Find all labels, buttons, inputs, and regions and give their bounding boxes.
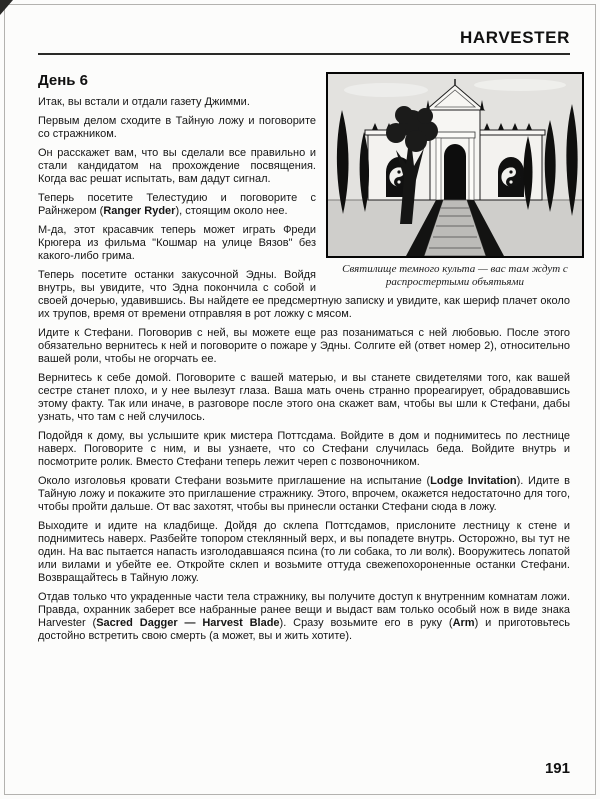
header-rule	[38, 53, 570, 55]
figure-caption: Святилище темного культа — вас там ждут с распростертыми объятьями	[342, 263, 568, 288]
text-run: Теперь посетите останки закусочной Эдны. Войдя внутрь, вы увидите, что Эдна покончила с собой и своей дочерью, удавившись. Вы найдете ее предсмертную записку и увидите, как шериф плачет около их трупов, время от времени отправляя в рот ложку с мясом.	[38, 269, 570, 320]
walkthrough-content	[38, 72, 570, 643]
paragraph	[38, 372, 570, 424]
text-run: Теперь посетите Телестудию и поговорите с Райнжером (	[38, 192, 316, 217]
bold-term: Ranger Ryder	[103, 205, 176, 217]
paragraph	[38, 475, 570, 514]
text-run: ) и приготовьтесь достойно встретить свою смерть (а может, вы и жить хотите).	[38, 617, 570, 642]
text-run: Он расскажет вам, что вы сделали все правильно и стали кандидатом на прохождение посвящения. Когда вас решат испытать, вам дадут сигнал.	[38, 147, 316, 185]
text-run: ). Сразу возьмите его в руку (	[279, 617, 453, 629]
bold-term: Sacred Dagger — Harvest Blade	[96, 617, 280, 629]
scan-artifact	[0, 0, 13, 15]
text-run: ), стоящим около нее.	[175, 205, 288, 217]
temple-figure	[326, 72, 584, 289]
page-number: 191	[544, 760, 570, 777]
text-run: Подойдя к дому, вы услышите крик мистера Поттсдама. Войдите в дом и поднимитесь по лестнице наверх. Поговорите с ним, и вы узнаете, что со Стефани случилась беда. Войдите внутрь и посмотрите ролик. Вместо Стефани теперь лежит череп с позвоночником.	[38, 430, 570, 468]
text-run: Идите к Стефани. Поговорив с ней, вы можете еще раз позаниматься с ней любовью. После этого обязательно вернитесь к ней и поговорите о пожаре у Эдны. Солгите ей (ответ номер 2), относительно вашей роли, чтобы не огорчать ее.	[38, 327, 570, 365]
text-run: Отдав только что украденные части тела стражнику, вы получите доступ к внутренним комнатам ложи. Правда, охранник заберет все набранные ранее вещи и выдаст вам только особый нож в виде знака Harvester (	[38, 591, 570, 629]
text-run: ). Идите в Тайную ложу и покажите это приглашение стражнику. Этого, впрочем, окажется недостаточно для того, чтобы пройти дальше. От вас захотят, чтобы вы принесли останки Стефани сюда в ложу.	[38, 475, 570, 513]
text-run: Около изголовья кровати Стефани возьмите приглашение на испытание (	[38, 475, 431, 487]
paragraph	[38, 327, 570, 366]
paragraph	[38, 520, 570, 585]
temple-illustration	[326, 72, 584, 258]
paragraph	[38, 591, 570, 643]
bold-term: Lodge Invitation	[430, 475, 517, 487]
text-run: Выходите и идите на кладбище. Дойдя до склепа Поттсдамов, прислоните лестницу к стене и поднимитесь наверх. Разбейте топором стеклянный верх, и вы попадете внутрь. Осторожно, вы тут не один. На вас пытается напасть изголодавшаяся псина (то ли собака, то ли волк). Вооружитесь лопатой или вилами и убейте ее. Откройте склеп и возьмите оттуда свежепохороненные останки Стефани. Возвращайтесь в Тайную ложу.	[38, 520, 570, 584]
paragraph	[38, 430, 570, 469]
text-run: Вернитесь к себе домой. Поговорите с вашей матерью, и вы станете свидетелями того, как вашей сестре станет плохо, и у нее вылезут глаза. Ваша мать очень странно прореагирует, обрадовавшись этому факту. Так или иначе, в разговоре после этого она скажет вам, чтобы вы шли к Стефани, дабы узнать, что там с ней случилось.	[38, 372, 570, 423]
text-run: Итак, вы встали и отдали газету Джимми.	[38, 96, 250, 108]
text-run: Первым делом сходите в Тайную ложу и поговорите со стражником.	[38, 115, 316, 140]
page-header	[38, 28, 570, 55]
text-run: М-да, этот красавчик теперь может играть Фреди Крюгера из фильма "Кошмар на улице Вязов" без какого-либо грима.	[38, 224, 316, 262]
bold-term: Arm	[452, 617, 475, 629]
day-heading: День 6	[38, 72, 89, 89]
temple-illustration-svg	[328, 74, 582, 256]
page-title: HARVESTER	[460, 28, 570, 47]
